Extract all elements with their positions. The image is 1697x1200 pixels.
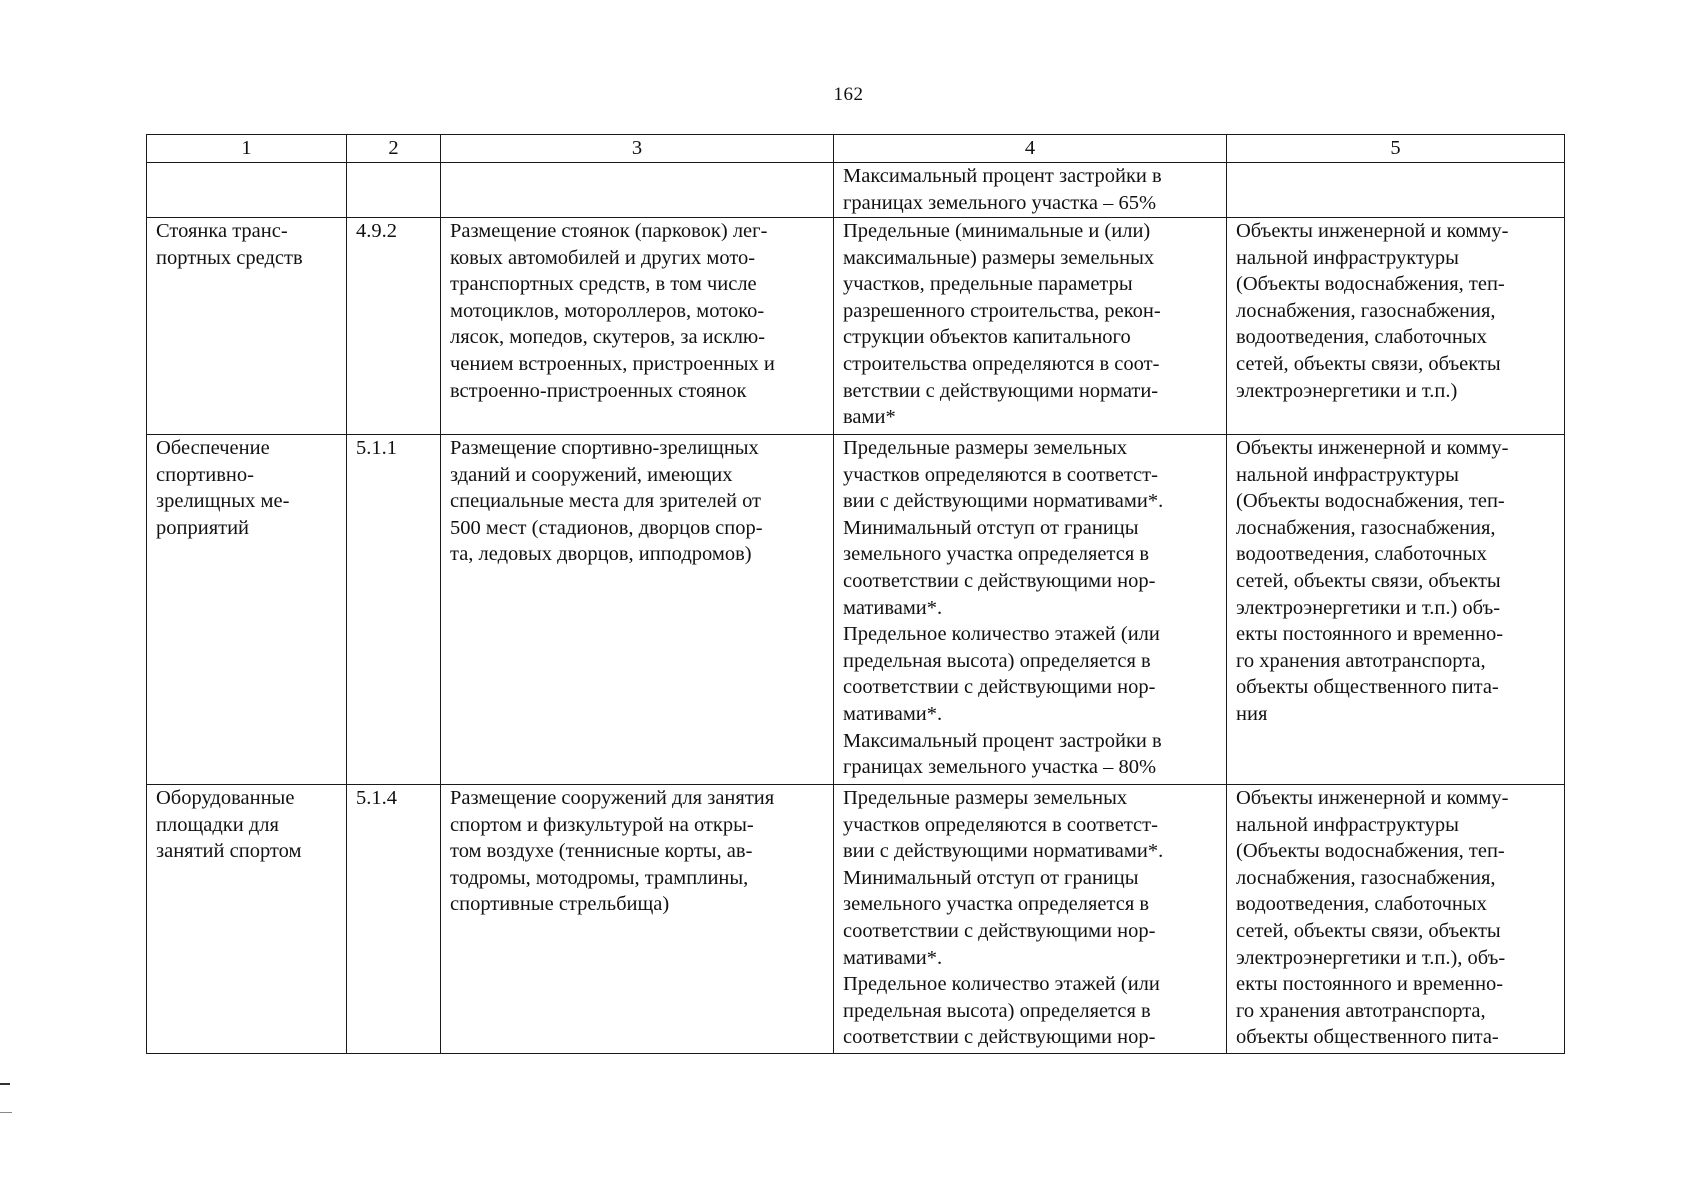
use-code-text: 5.1.4 <box>356 787 397 809</box>
cell-use-code <box>347 218 441 435</box>
cell-parameters <box>834 218 1227 435</box>
parameters-text: Предельные (минимальные и (или) максимальные) размеры земельных участков, предельные параметры разрешенного строительства, рекон- струкции объектов капитального строительства определяются в соот- ветствии с действующими нормати- вами* <box>843 220 1161 429</box>
use-code-text: 4.9.2 <box>356 220 397 242</box>
cell-parameters <box>834 163 1227 218</box>
table-header <box>147 135 1565 163</box>
cell-parameters <box>834 785 1227 1054</box>
cell-parameters <box>834 435 1227 785</box>
use-name-text: Стоянка транс- портных средств <box>156 220 303 269</box>
table-body <box>147 163 1565 1054</box>
use-description-text: Размещение спортивно-зрелищных зданий и сооружений, имеющих специальные места для зрителей от 500 мест (стадионов, дворцов спор- та, ледовых дворцов, ипподромов) <box>450 437 763 566</box>
auxiliary-uses-text: Объекты инженерной и комму- нальной инфраструктуры (Объекты водоснабжения, теп- лоснабжения, газоснабжения, водоотведения, слаботочных сетей, объекты связи, объекты электроэнергетики и т.п.) <box>1236 220 1509 402</box>
auxiliary-uses-text: Объекты инженерной и комму- нальной инфраструктуры (Объекты водоснабжения, теп- лоснабжения, газоснабжения, водоотведения, слаботочных сетей, объекты связи, объекты электроэнергетики и т.п.), объ- екты постоянного и временно- го хранения автотранспорта, объекты общественного пита- <box>1236 787 1509 1049</box>
table-row-parking <box>147 218 1565 435</box>
cell-auxiliary-uses <box>1227 785 1565 1054</box>
cell-auxiliary-uses <box>1227 435 1565 785</box>
use-name-text: Оборудованные площадки для занятий спортом <box>156 787 302 863</box>
header-row <box>147 135 1565 163</box>
cell-use-description <box>441 435 834 785</box>
use-name-text: Обеспечение спортивно- зрелищных ме- роприятий <box>156 437 290 539</box>
table-row-sports-events <box>147 435 1565 785</box>
column-header-4: 4 <box>834 135 1227 163</box>
use-description-text: Размещение стоянок (парковок) лег- ковых автомобилей и других мото- транспортных средств, в том числе мотоциклов, мотороллеров, мотоко- лясок, мопедов, скутеров, за исклю- чением встроенных, пристроенных и встроенно-пристроенных стоянок <box>450 220 775 402</box>
cell-use-name <box>147 785 347 1054</box>
column-header-1: 1 <box>147 135 347 163</box>
table-row-sports-grounds <box>147 785 1565 1054</box>
cell-auxiliary-uses <box>1227 163 1565 218</box>
cell-use-name <box>147 218 347 435</box>
table-row-continuation <box>147 163 1565 218</box>
parameters-text: Предельные размеры земельных участков определяются в соответст- вии с действующими нормативами*. Минимальный отступ от границы земельного участка определяется в соответствии с действующими нор- мативами*. Предельное количество этажей (или предельная высота) определяется в соответствии с действующими нор- <box>843 787 1164 1049</box>
cell-use-code <box>347 163 441 218</box>
parameters-text: Предельные размеры земельных участков определяются в соответст- вии с действующими нормативами*. Минимальный отступ от границы земельного участка определяется в соответствии с действующими нор- мативами*. Предельное количество этажей (или предельная высота) определяется в соответствии с действующими нор- мативами*. Максимальный процент застройки в границах земельного участка – 80% <box>843 437 1164 779</box>
use-description-text: Размещение сооружений для занятия спортом и физкультурой на откры- том воздухе (теннисные корты, ав- тодромы, мотодромы, трамплины, спортивные стрельбища) <box>450 787 775 916</box>
regulations-table <box>146 134 1565 1054</box>
column-header-2: 2 <box>347 135 441 163</box>
cell-use-description <box>441 163 834 218</box>
cell-auxiliary-uses <box>1227 218 1565 435</box>
scan-margin-mark <box>0 1083 10 1085</box>
cell-use-description <box>441 218 834 435</box>
cell-use-name <box>147 435 347 785</box>
parameters-text: Максимальный процент застройки в границах земельного участка – 65% <box>843 165 1162 214</box>
cell-use-name <box>147 163 347 218</box>
use-code-text: 5.1.1 <box>356 437 397 459</box>
cell-use-description <box>441 785 834 1054</box>
page-number: 162 <box>833 84 864 105</box>
cell-use-code <box>347 785 441 1054</box>
column-header-3: 3 <box>441 135 834 163</box>
cell-use-code <box>347 435 441 785</box>
auxiliary-uses-text: Объекты инженерной и комму- нальной инфраструктуры (Объекты водоснабжения, теп- лоснабжения, газоснабжения, водоотведения, слаботочных сетей, объекты связи, объекты электроэнергетики и т.п.) объ- екты постоянного и временно- го хранения автотранспорта, объекты общественного пита- ния <box>1236 437 1509 725</box>
column-header-5: 5 <box>1227 135 1565 163</box>
scan-margin-mark <box>0 1112 12 1113</box>
